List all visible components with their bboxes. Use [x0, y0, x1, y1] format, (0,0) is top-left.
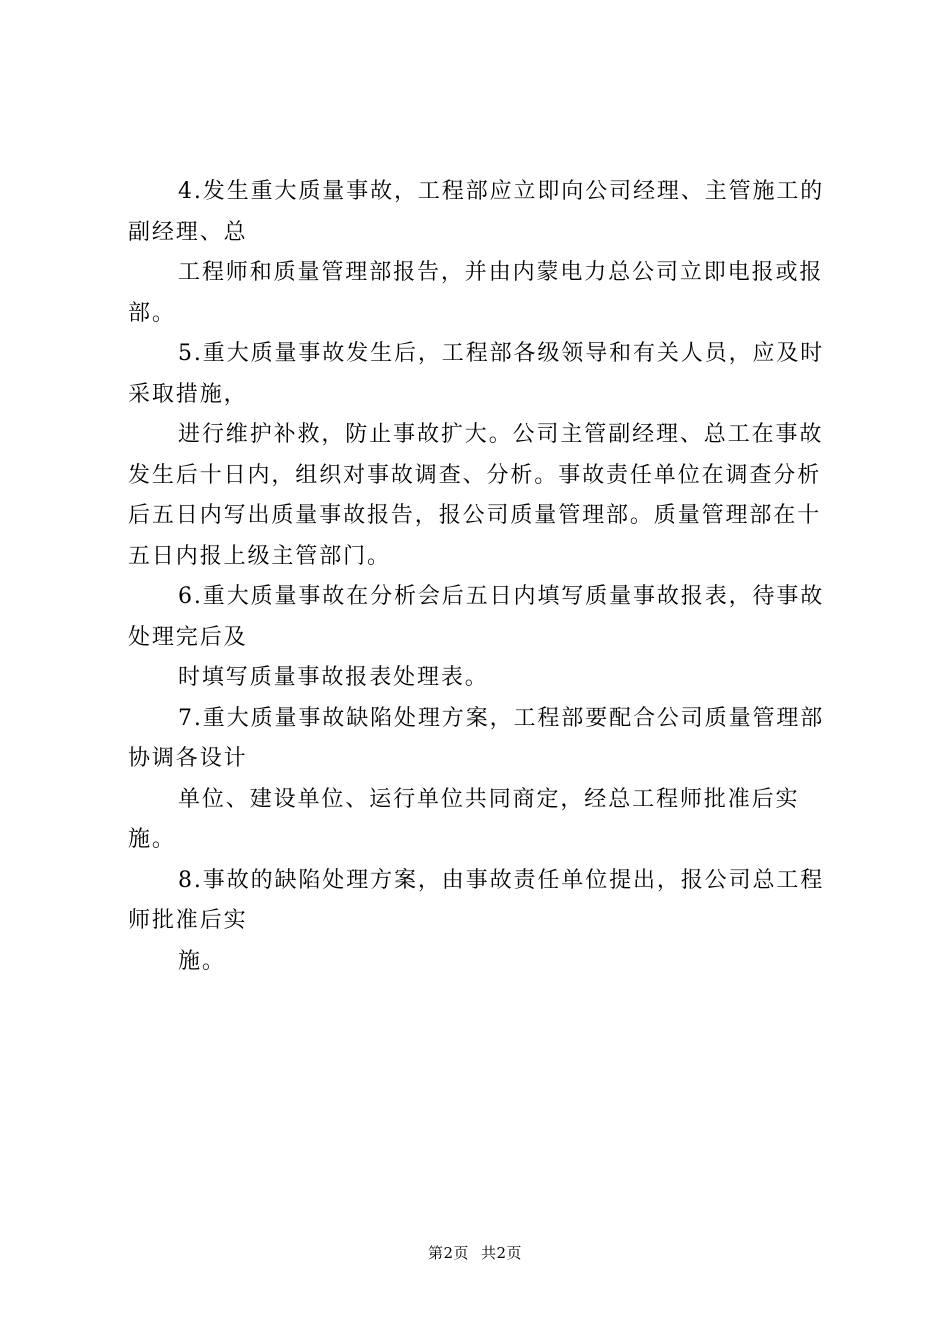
paragraph-4-first: 4.发生重大质量事故，工程部应立即向公司经理、主管施工的副经理、总 — [128, 179, 825, 245]
paragraph-5-continued: 进行维护补救，防止事故扩大。公司主管副经理、总工在事故发生后十日内，组织对事故调查、分析。事故责任单位在调查分析后五日内写出质量事故报告，报公司质量管理部。质量管理部在十五日内报上级主管部门。 — [128, 422, 824, 569]
paragraph-6-continued: 时填写质量事故报表处理表。 — [178, 665, 489, 690]
paragraph-8-continued: 施。 — [178, 948, 226, 974]
paragraph-7-continued: 单位、建设单位、运行单位共同商定，经总工程师批准后实施。 — [128, 786, 800, 852]
paragraph-7-first: 7.重大质量事故缺陷处理方案，工程部要配合公司质量管理部协调各设计 — [128, 705, 825, 771]
document-body — [128, 172, 838, 982]
paragraph-5-first: 5.重大质量事故发生后，工程部各级领导和有关人员，应及时采取措施， — [128, 341, 825, 407]
page-number-current: 第2页 — [427, 1244, 469, 1262]
paragraph-6-first: 6.重大质量事故在分析会后五日内填写质量事故报表，待事故处理完后及 — [128, 584, 825, 650]
paragraph-4-continued: 工程师和质量管理部报告，并由内蒙电力总公司立即电报或报部。 — [128, 260, 824, 326]
page-footer — [0, 1243, 950, 1263]
paragraph-8-first: 8.事故的缺陷处理方案，由事故责任单位提出，报公司总工程师批准后实 — [128, 867, 825, 933]
page-number-total: 共2页 — [481, 1244, 523, 1262]
